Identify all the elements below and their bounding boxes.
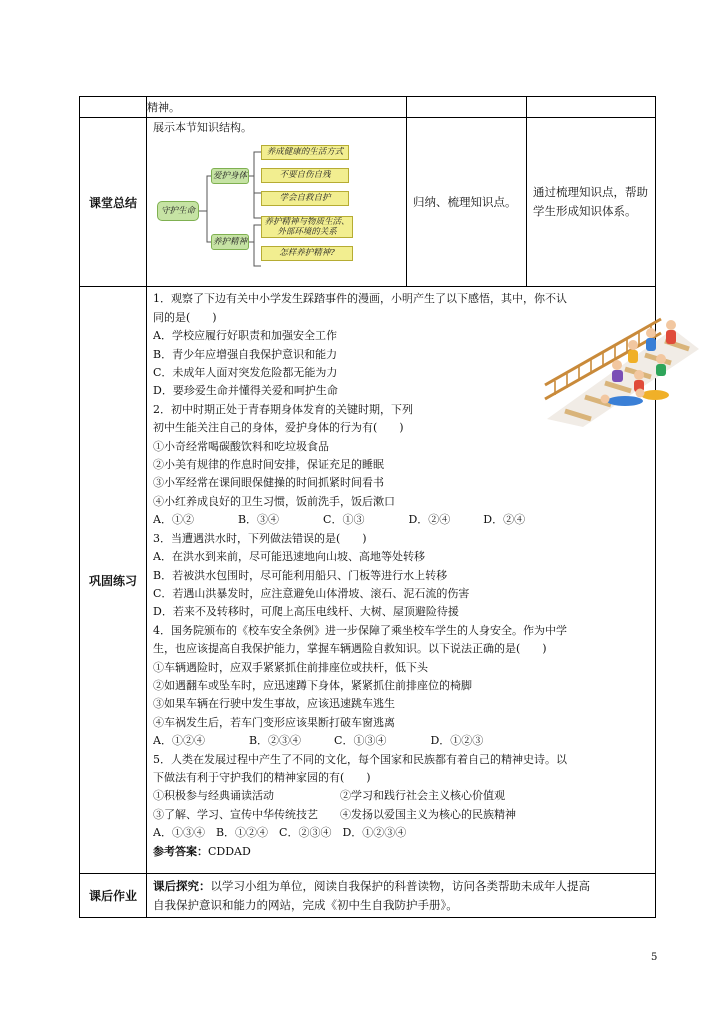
map-leaf: 养成健康的生活方式 bbox=[261, 145, 349, 160]
question-line: ②如遇翻车或坠车时，应迅速蹲下身体，紧紧抓住前排座位的椅脚 bbox=[153, 678, 472, 692]
question-line: 1．观察了下边有关中小学发生踩踏事件的漫画，小明产生了以下感悟，其中，你不认 bbox=[153, 292, 567, 306]
map-branch-spirit: 养护精神 bbox=[211, 234, 249, 250]
design-purpose: 通过梳理知识点，帮助学生形成知识体系。 bbox=[527, 118, 656, 287]
question-line: A．①②④ B．②③④ C．①③④ D．①②③ bbox=[153, 734, 484, 748]
stampede-cartoon-image bbox=[543, 315, 709, 427]
row-practice bbox=[80, 287, 656, 874]
question-line: A．①③④ B．①②④ C．②③④ D．①②③④ bbox=[153, 826, 407, 840]
answer-line bbox=[153, 843, 651, 861]
map-root: 守护生命 bbox=[157, 201, 199, 221]
question-line: B．青少年应增强自我保护意识和能力 bbox=[153, 347, 338, 361]
question-line: ①车辆遇险时，应双手紧紧抓住前排座位或扶杆，低下头 bbox=[153, 660, 428, 674]
homework-lead: 课后探究： bbox=[153, 879, 211, 894]
lesson-table bbox=[79, 96, 656, 918]
question-line: A．学校应履行好职责和加强安全工作 bbox=[153, 329, 337, 343]
answer-value: CDDAD bbox=[208, 844, 251, 858]
homework-content bbox=[147, 874, 656, 918]
question-line: D．若来不及转移时，可爬上高压电线杆、大树、屋顶避险待援 bbox=[153, 605, 459, 619]
teacher-activity: 归纳、梳理知识点。 bbox=[407, 118, 527, 287]
question-line: B．若被洪水包围时，尽可能利用船只、门板等进行水上转移 bbox=[153, 568, 448, 582]
question-line: 3．当遭遇洪水时，下列做法错误的是( ) bbox=[153, 531, 367, 545]
summary-intro: 展示本节知识结构。 bbox=[153, 121, 252, 135]
question-line: 初中生能关注自己的身体，爱护身体的行为有( ) bbox=[153, 421, 404, 435]
map-leaf: 不要自伤自残 bbox=[261, 168, 349, 183]
row-continuation bbox=[80, 97, 656, 118]
row-homework bbox=[80, 874, 656, 918]
practice-content bbox=[147, 287, 656, 874]
map-leaf: 养护精神与物质生活、外部环境的关系 bbox=[261, 216, 353, 238]
knowledge-map bbox=[153, 138, 406, 274]
question-line: 5．人类在发展过程中产生了不同的文化，每个国家和民族都有着自己的精神史诗。以 bbox=[153, 752, 567, 766]
question-line: 下做法有利于守护我们的精神家园的有( ) bbox=[153, 770, 371, 784]
page-number: 5 bbox=[651, 952, 658, 963]
question-line: ③小军经常在课间眼保健操的时间抓紧时间看书 bbox=[153, 476, 384, 490]
row-summary bbox=[80, 118, 656, 287]
map-leaf: 学会自救自护 bbox=[261, 191, 349, 206]
practice-label: 巩固练习 bbox=[80, 287, 147, 874]
question-line: A．在洪水到来前，尽可能迅速地向山坡、高地等处转移 bbox=[153, 550, 425, 564]
homework-line-1: 以学习小组为单位，阅读自我保护的科普读物，访问各类帮助未成年人提高 bbox=[210, 879, 590, 894]
continuation-text: 精神。 bbox=[147, 97, 407, 118]
question-line: 同的是( ) bbox=[153, 310, 217, 324]
question-line: 2．初中时期正处于青春期身体发育的关键时期，下列 bbox=[153, 402, 413, 416]
map-leaf: 怎样养护精神? bbox=[261, 246, 353, 261]
question-line: C．未成年人面对突发危险都无能为力 bbox=[153, 366, 338, 380]
question-line: ③了解、学习、宣传中华传统技艺 ④发扬以爱国主义为核心的民族精神 bbox=[153, 807, 516, 821]
question-line: ②小美有规律的作息时间安排，保证充足的睡眠 bbox=[153, 458, 384, 472]
question-line: ④车祸发生后，若车门变形应该果断打破车窗逃离 bbox=[153, 715, 395, 729]
question-line: ④小红养成良好的卫生习惯，饭前洗手，饭后漱口 bbox=[153, 494, 395, 508]
homework-line-2: 自我保护意识和能力的网站，完成《初中生自我防护手册》。 bbox=[153, 898, 458, 913]
question-line: ①积极参与经典诵读活动 ②学习和践行社会主义核心价值观 bbox=[153, 789, 505, 803]
homework-label: 课后作业 bbox=[80, 874, 147, 918]
question-line: ③如果车辆在行驶中发生事故，应该迅速跳车逃生 bbox=[153, 697, 395, 711]
question-line: A．①② B．③④ C．①③ D．②④ D．②④ bbox=[153, 513, 526, 527]
question-line: 4．国务院颁布的《校车安全条例》进一步保障了乘坐校车学生的人身安全。作为中学 bbox=[153, 623, 567, 637]
question-line: C．若遇山洪暴发时，应注意避免山体滑坡、滚石、泥石流的伤害 bbox=[153, 586, 470, 600]
summary-content bbox=[147, 118, 407, 287]
map-branch-body: 爱护身体 bbox=[211, 168, 249, 184]
question-line: ①小奇经常喝碳酸饮料和吃垃圾食品 bbox=[153, 439, 329, 453]
question-line: D．要珍爱生命并懂得关爱和呵护生命 bbox=[153, 384, 338, 398]
answer-label: 参考答案： bbox=[153, 844, 208, 858]
summary-label: 课堂总结 bbox=[80, 118, 147, 287]
question-line: 生，也应该提高自我保护能力，掌握车辆遇险自救知识。以下说法正确的是( ) bbox=[153, 642, 547, 656]
